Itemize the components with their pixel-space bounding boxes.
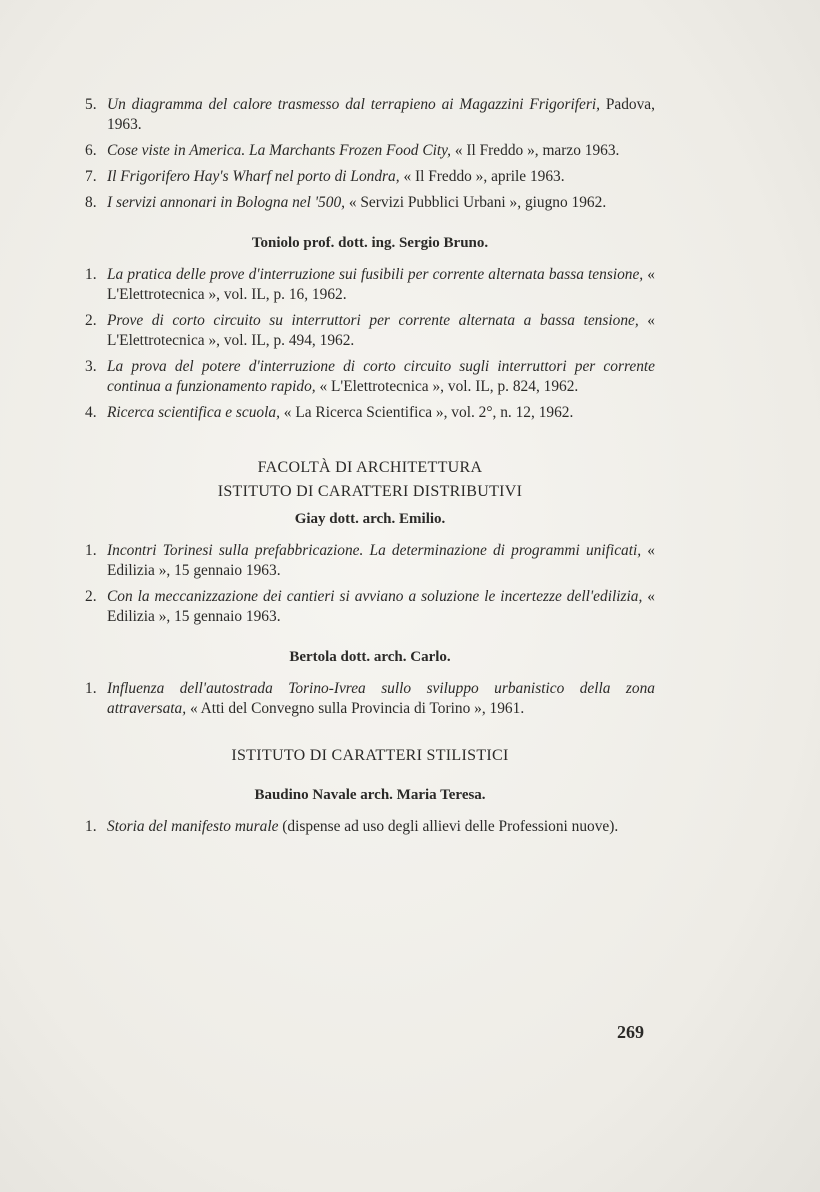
- page-content: [85, 95, 655, 843]
- institute-heading: ISTITUTO DI CARATTERI STILISTICI: [231, 747, 509, 764]
- item-number: 1.: [85, 542, 97, 559]
- list-item: [85, 587, 655, 627]
- item-source: « Il Freddo », marzo 1963.: [450, 142, 620, 159]
- list-item: [85, 541, 655, 581]
- item-number: 5.: [85, 96, 97, 113]
- item-source: « Edilizia », 15 gennaio 1963.: [107, 542, 656, 579]
- item-source: « L'Elettrotecnica », vol. IL, p. 824, 1962.: [315, 378, 579, 395]
- list-item: [85, 679, 655, 719]
- item-title: I servizi annonari in Bologna nel '500,: [107, 194, 345, 211]
- item-title: Incontri Torinesi sulla prefabbricazione. La determinazione di programmi unificati,: [107, 542, 642, 559]
- list-item: [85, 265, 655, 305]
- item-source: « Atti del Convegno sulla Provincia di Torino », 1961.: [186, 700, 525, 717]
- item-number: 8.: [85, 194, 97, 211]
- item-number: 1.: [85, 818, 97, 835]
- list-item: [85, 95, 655, 135]
- item-title: Con la meccanizzazione dei cantieri si avviano a soluzione le incertezze dell'edilizia,: [107, 588, 643, 605]
- item-title: La pratica delle prove d'interruzione sui fusibili per corrente alternata bassa tensione,: [107, 266, 644, 283]
- item-source: « L'Elettrotecnica », vol. IL, p. 494, 1962.: [107, 312, 655, 349]
- list-item: [85, 357, 655, 397]
- list-item: [85, 193, 655, 213]
- item-number: 1.: [85, 266, 97, 283]
- page-number: 269: [617, 1022, 644, 1042]
- author-heading-bertola: Bertola dott. arch. Carlo.: [289, 649, 451, 665]
- item-title: Influenza dell'autostrada Torino-Ivrea sullo sviluppo urbanistico della zona attraversata,: [107, 680, 655, 717]
- institute-heading: ISTITUTO DI CARATTERI DISTRIBUTIVI: [217, 483, 523, 500]
- item-number: 2.: [85, 588, 97, 605]
- item-source: Padova, 1963.: [107, 96, 655, 133]
- item-number: 1.: [85, 680, 97, 697]
- list-item: [85, 817, 655, 837]
- item-title: Il Frigorifero Hay's Wharf nel porto di Londra,: [107, 168, 400, 185]
- item-number: 2.: [85, 312, 97, 329]
- item-title: La prova del potere d'interruzione di corto circuito sugli interruttori per corrente continua a funzionamento rapido,: [107, 358, 655, 395]
- author-heading-baudino: Baudino Navale arch. Maria Teresa.: [254, 787, 486, 803]
- list-item: [85, 403, 655, 423]
- item-title: Cose viste in America. La Marchants Frozen Food City,: [107, 142, 451, 159]
- item-title: Ricerca scientifica e scuola,: [107, 404, 280, 421]
- item-title: Un diagramma del calore trasmesso dal terrapieno ai Magazzini Frigoriferi,: [107, 96, 600, 113]
- item-source: « Il Freddo », aprile 1963.: [399, 168, 565, 185]
- item-number: 4.: [85, 404, 97, 421]
- list-item: [85, 311, 655, 351]
- item-source: « L'Elettrotecnica », vol. IL, p. 16, 1962.: [107, 266, 655, 303]
- item-number: 3.: [85, 358, 97, 375]
- author-heading-giay: Giay dott. arch. Emilio.: [294, 511, 446, 527]
- item-source: (dispense ad uso degli allievi delle Professioni nuove).: [278, 818, 619, 835]
- item-title: Prove di corto circuito su interruttori per corrente alternata a bassa tensione,: [107, 312, 639, 329]
- item-source: « La Ricerca Scientifica », vol. 2°, n. 12, 1962.: [279, 404, 574, 421]
- author-heading-toniolo: Toniolo prof. dott. ing. Sergio Bruno.: [251, 235, 489, 251]
- faculty-heading: FACOLTÀ DI ARCHITETTURA: [257, 459, 483, 476]
- item-title: Storia del manifesto murale: [107, 818, 279, 835]
- item-number: 6.: [85, 142, 97, 159]
- item-number: 7.: [85, 168, 97, 185]
- item-source: « Edilizia », 15 gennaio 1963.: [107, 588, 655, 625]
- item-source: « Servizi Pubblici Urbani », giugno 1962.: [344, 194, 607, 211]
- list-item: [85, 167, 655, 187]
- list-item: [85, 141, 655, 161]
